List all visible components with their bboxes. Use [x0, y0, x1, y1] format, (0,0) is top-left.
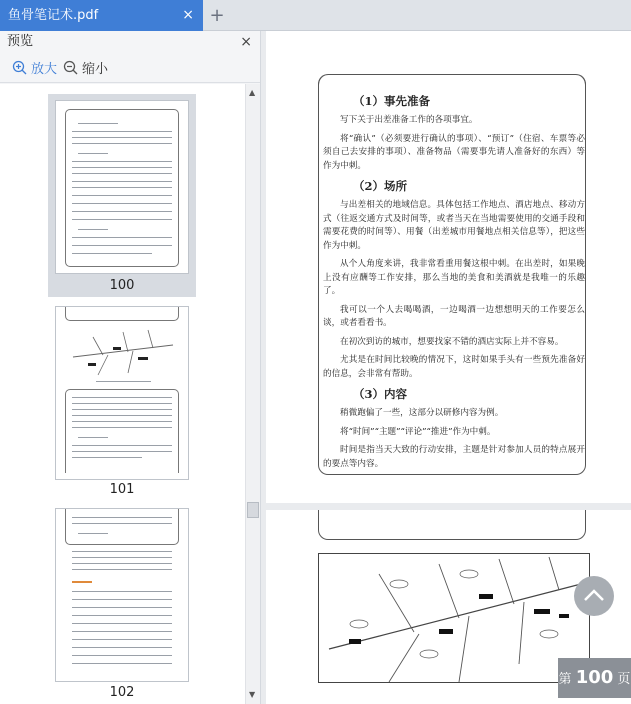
paragraph: 与出差相关的地域信息。具体包括工作地点、酒店地点、移动方式（往返交通方式及时间等，或者当天在当地需要使用的交通手段和需要花费的时间等）、用餐（出差城市用餐地点相关信息等），把这些作为中刺。 — [323, 200, 585, 251]
paragraph: 在初次到访的城市，想要找家不错的酒店实际上并不容易。 — [340, 336, 564, 347]
close-sidebar-icon[interactable]: × — [240, 34, 252, 50]
zoom-in-icon — [12, 60, 27, 75]
sidebar-header — [0, 31, 260, 53]
zoom-in-label: 放大 — [31, 62, 58, 77]
tab-title: 鱼骨笔记术.pdf — [8, 8, 99, 23]
paragraph: 尤其是在时间比较晚的情况下，这时如果手头有一些预先准备好的信息，会非常有帮助。 — [323, 355, 585, 379]
tab-bar — [0, 0, 631, 31]
zoom-toolbar — [0, 53, 260, 83]
thumbnail-page-101[interactable] — [55, 306, 189, 480]
thumbnail-page-frame — [65, 389, 179, 473]
thumbnail-page-frame — [65, 109, 179, 267]
paragraph: 时间是指当天大致的行动安排，主题是针对参加人员的特点展开的要点等内容。 — [323, 445, 585, 469]
thumbnail-page-number: 102 — [109, 685, 135, 700]
paragraph: 将“时间”“主题”“评论”“推进”作为中刺。 — [340, 426, 496, 437]
document-viewer[interactable] — [262, 31, 631, 704]
document-tab[interactable] — [0, 0, 203, 31]
thumbnail-page-frame — [65, 509, 179, 545]
scroll-to-top-button[interactable] — [574, 576, 614, 616]
thumbnail-page-number: 100 — [109, 278, 135, 293]
document-page-100 — [266, 31, 631, 503]
sidebar-scrollbar[interactable] — [245, 84, 260, 704]
paragraph: 从个人角度来讲，我非常看重用餐这根中刺。在出差时，如果晚上没有应酬等工作安排，那么当地的美食和美酒就是我唯一的乐趣了。 — [323, 259, 585, 296]
paragraph: 我可以一个人去喝喝酒，一边喝酒一边想想明天的工作要怎么谈，或者看看书。 — [323, 304, 585, 328]
thumbnail-diagram — [68, 327, 178, 377]
section-heading: （3）内容 — [353, 387, 408, 401]
page-indicator-suffix: 页 — [617, 672, 631, 687]
scroll-up-arrow-icon[interactable]: ▲ — [249, 88, 256, 97]
thumbnail-page-100[interactable] — [55, 100, 189, 274]
paragraph: 将“确认”（必须要进行确认的事项）、“预订”（住宿、车票等必须自己去安排的事项）、准备物品（需要事先请人准备好的东西）等作为中刺。 — [323, 133, 585, 171]
paragraph: 稍微跑偏了一些，这部分以研修内容为例。 — [340, 408, 504, 418]
thumbnail-list — [0, 84, 245, 704]
close-tab-icon[interactable]: × — [182, 7, 194, 23]
section-heading: （1）事先准备 — [353, 94, 431, 108]
scrollbar-thumb[interactable] — [247, 502, 259, 518]
new-tab-button[interactable]: + — [209, 5, 225, 26]
page-content — [323, 91, 585, 476]
sidebar-title: 预览 — [7, 34, 34, 49]
thumbnail-page-102[interactable] — [55, 508, 189, 682]
zoom-out-button[interactable] — [63, 58, 108, 77]
section-heading: （2）场所 — [353, 179, 408, 193]
page-number-indicator — [558, 658, 631, 698]
zoom-out-icon — [63, 60, 78, 75]
zoom-out-label: 缩小 — [82, 62, 109, 77]
current-page-number: 100 — [575, 667, 614, 688]
fishbone-diagram-image — [318, 553, 590, 683]
zoom-in-button[interactable] — [12, 58, 57, 77]
scroll-down-arrow-icon[interactable]: ▼ — [249, 690, 256, 699]
chevron-up-icon — [574, 576, 614, 616]
paragraph: 写下关于出差准备工作的各项事宜。 — [340, 115, 478, 125]
page-border-bottom — [318, 510, 586, 540]
thumbnail-page-number: 101 — [109, 482, 135, 497]
page-indicator-prefix: 第 — [558, 672, 572, 687]
preview-sidebar — [0, 31, 261, 704]
thumbnail-page-frame — [65, 307, 179, 321]
fishbone-diagram — [319, 554, 589, 682]
